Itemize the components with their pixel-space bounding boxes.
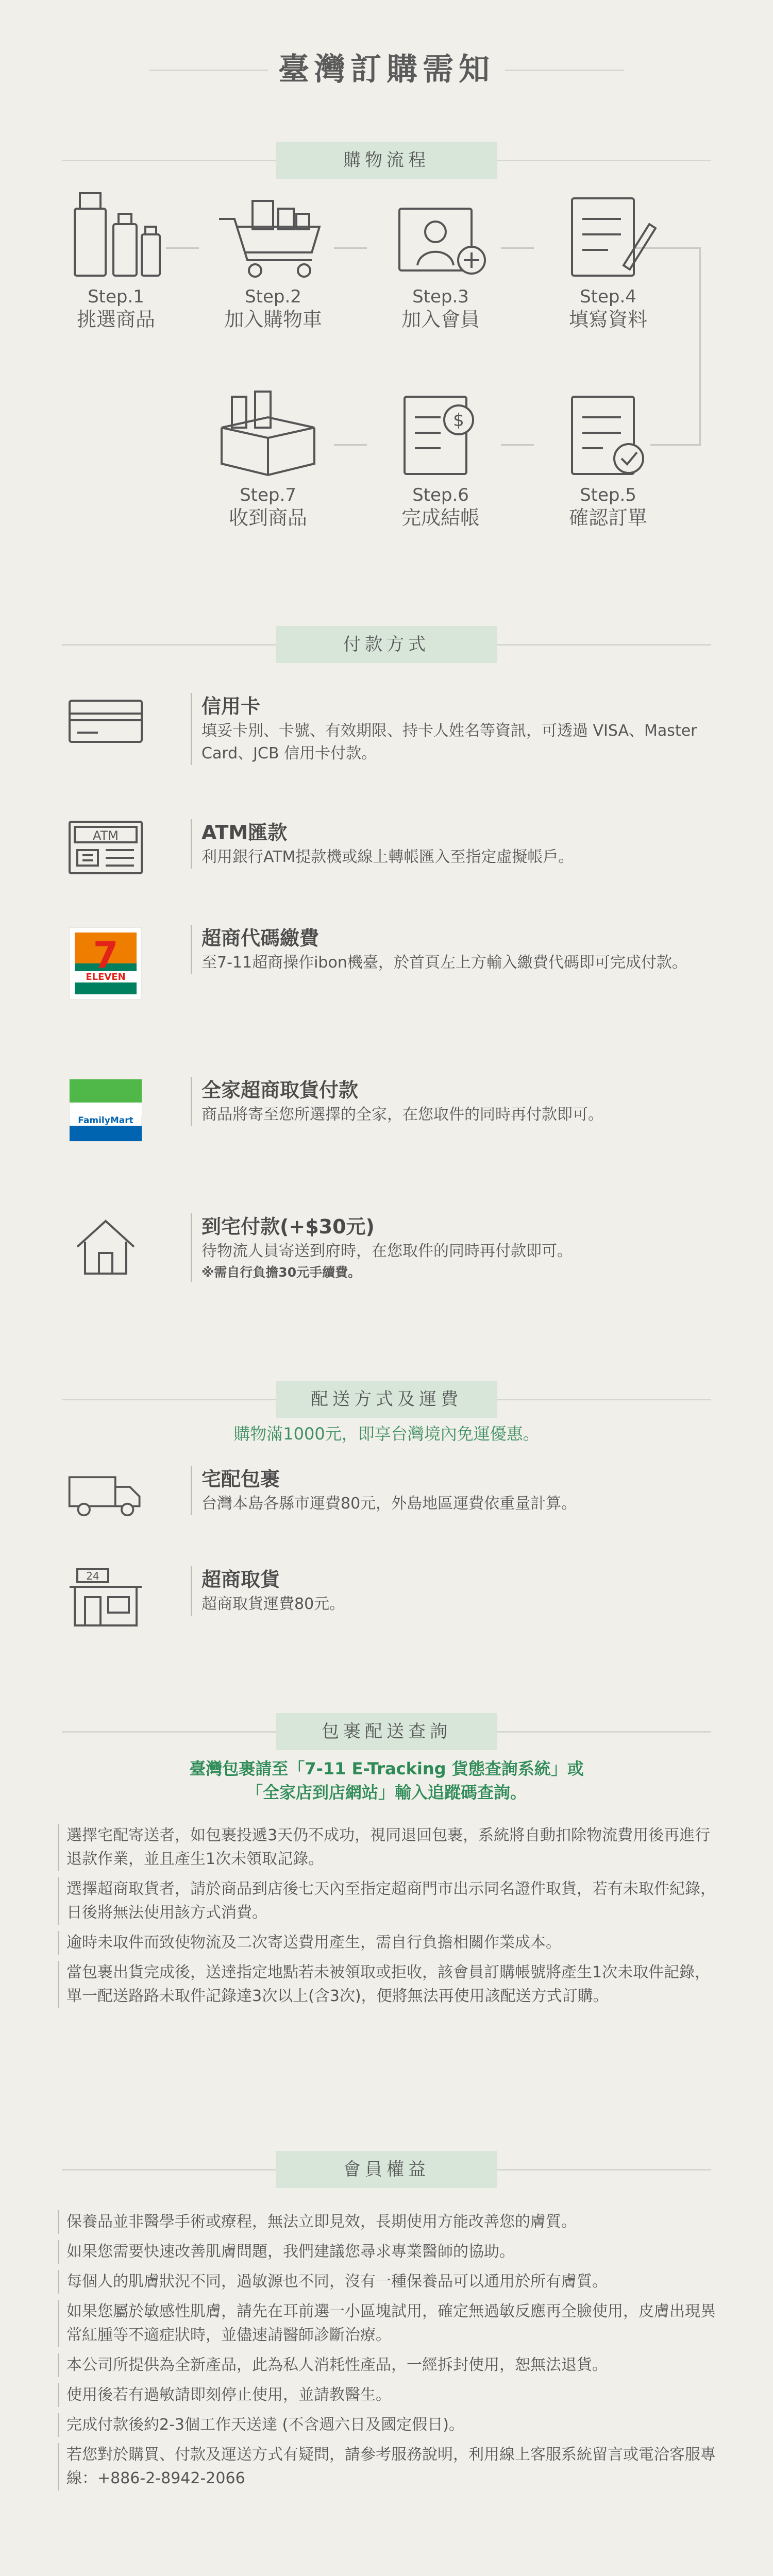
payment-desc: 利用銀行ATM提款機或線上轉帳匯入至指定虛擬帳戶。 [201,848,574,866]
svg-text:FamilyMart: FamilyMart [78,1115,133,1126]
list-item: 保養品並非醫學手術或療程，無法立即見效，長期使用方能改善您的膚質。 [58,2210,722,2234]
step-number: Step.1 [88,286,144,307]
list-item: 每個人的肌膚狀況不同，過敏源也不同，沒有一種保養品可以通用於所有膚質。 [58,2270,722,2294]
confirm-order-icon [557,386,660,479]
list-item: 使用後若有過敏請即刻停止使用，並請教醫生。 [58,2383,722,2407]
step-name: 完成結帳 [401,506,480,529]
step-number: Step.5 [580,485,636,505]
atm-icon [67,819,144,876]
tracking-list [58,1824,722,2014]
payment-atm [62,819,727,876]
payment-home-cod [62,1213,727,1291]
section-title: 購物流程 [343,150,430,171]
section-title: 包裹配送查詢 [322,1721,451,1742]
svg-text:ELEVEN: ELEVEN [86,972,126,982]
flow-step-1 [54,188,178,331]
step-name: 加入會員 [401,308,480,331]
list-item: 本公司所提供為全新產品，此為私人消耗性產品，一經拆封使用，恕無法退貨。 [58,2353,722,2377]
payment-title: ATM匯款 [201,821,288,844]
step-name: 收到商品 [228,506,307,529]
section-title: 付款方式 [343,634,430,655]
step-number: Step.4 [580,286,636,307]
payment-desc: 商品將寄至您所選擇的全家，在您取件的同時再付款即可。 [201,1106,603,1124]
step-name: 填寫資料 [568,308,647,331]
flow-step-2 [211,188,335,331]
section-header-flow [0,142,773,179]
member-icon [389,188,492,281]
step-name: 加入購物車 [224,308,322,331]
shipping-title: 宅配包裹 [201,1468,280,1490]
flow-step-4 [546,188,670,331]
section-header-payment [0,626,773,663]
payment-title: 超商代碼繳費 [201,927,320,950]
shipping-home-delivery [62,1466,727,1522]
step-name: 確認訂單 [568,506,647,529]
list-item: 選擇宅配寄送者，如包裹投遞3天仍不成功，視同退回包裹，系統將自動扣除物流費用後再進行退款作業，並且產生1次未領取記錄。 [58,1824,722,1871]
payment-title: 到宅付款(+$30元) [201,1215,375,1238]
step-number: Step.2 [245,286,301,307]
page-header [0,44,773,95]
section-header-tracking [0,1713,773,1750]
step-number: Step.3 [412,286,469,307]
payment-credit-card [62,693,727,760]
member-list [58,2210,722,2497]
section-title: 會員權益 [343,2159,430,2180]
familymart-icon [67,1077,144,1144]
payment-desc: 至7-11超商操作ibon機臺，於首頁左上方輸入繳費代碼即可完成付款。 [201,954,687,972]
shipping-desc: 台灣本島各縣市運費80元，外島地區運費依重量計算。 [201,1495,577,1513]
section-header-member [0,2151,773,2188]
flow-step-7 [206,386,330,530]
checkout-icon [389,386,492,479]
svg-text:7: 7 [93,934,119,976]
shipping-title: 超商取貨 [201,1568,280,1591]
step-number: Step.7 [240,485,296,505]
cart-icon [216,188,330,281]
flow-step-5 [546,386,670,530]
seven-eleven-icon [67,925,144,1002]
products-icon [64,188,167,281]
payment-desc: 待物流人員寄送到府時，在您取件的同時再付款即可。 [201,1242,573,1260]
truck-icon [67,1466,144,1522]
list-item: 當包裹出貨完成後，送達指定地點若未被領取或拒收，該會員訂購帳號將產生1次未取件記錄，單一配送路路未取件記錄達3次以上(含3次)，便將無法再使用該配送方式訂購。 [58,1961,722,2008]
store-icon [67,1566,144,1628]
flow-step-3 [379,188,502,331]
shipping-desc: 超商取貨運費80元。 [201,1595,345,1613]
list-item: 選擇超商取貨者，請於商品到店後七天內至指定超商門市出示同名證件取貨，若有未取件紀錄，日後將無法使用該方式消費。 [58,1877,722,1925]
home-icon [67,1213,144,1280]
form-icon [557,188,660,281]
step-number: Step.6 [412,485,469,505]
section-title: 配送方式及運費 [311,1389,462,1410]
tracking-info-line: 臺灣包裹請至「7-11 E-Tracking 貨態查詢系統」或 [189,1759,584,1778]
box-icon [211,386,325,479]
list-item: 完成付款後約2-3個工作天送達 (不含週六日及國定假日)。 [58,2413,722,2437]
payment-title: 全家超商取貨付款 [201,1079,359,1101]
tracking-info-line: 「全家店到店網站」輸入追蹤碼查詢。 [246,1783,527,1802]
payment-convenience-store-code [62,925,727,1002]
page-title: 臺灣訂購需知 [278,52,495,88]
list-item: 若您對於購買、付款及運送方式有疑問，請參考服務說明，利用線上客服系統留言或電洽客服專線：+886-2-8942-2066 [58,2443,722,2490]
credit-card-icon [67,693,144,750]
list-item: 逾時未取件而致使物流及二次寄送費用產生，需自行負擔相關作業成本。 [58,1931,722,1955]
svg-text:24: 24 [86,1570,99,1582]
shipping-store-pickup [62,1566,727,1628]
shipping-subtitle: 購物滿1000元，即享台灣境內免運優惠。 [233,1424,540,1444]
section-header-shipping [0,1381,773,1418]
list-item: 如果您需要快速改善肌膚問題，我們建議您尋求專業醫師的協助。 [58,2240,722,2264]
svg-text:ATM: ATM [93,828,119,843]
list-item: 如果您屬於敏感性肌膚，請先在耳前選一小區塊試用，確定無過敏反應再全臉使用，皮膚出現異常紅腫等不適症狀時，並儘速請醫師診斷治療。 [58,2300,722,2347]
payment-desc: 填妥卡別、卡號、有效期限、持卡人姓名等資訊，可透過 VISA、Master Card、JCB 信用卡付款。 [201,722,697,762]
svg-text:$: $ [453,410,464,431]
flow-step-6 [379,386,502,530]
step-name: 挑選商品 [76,308,155,331]
payment-note: ※需自行負擔30元手續費。 [201,1265,361,1280]
payment-title: 信用卡 [201,695,261,718]
payment-familymart [62,1077,727,1144]
